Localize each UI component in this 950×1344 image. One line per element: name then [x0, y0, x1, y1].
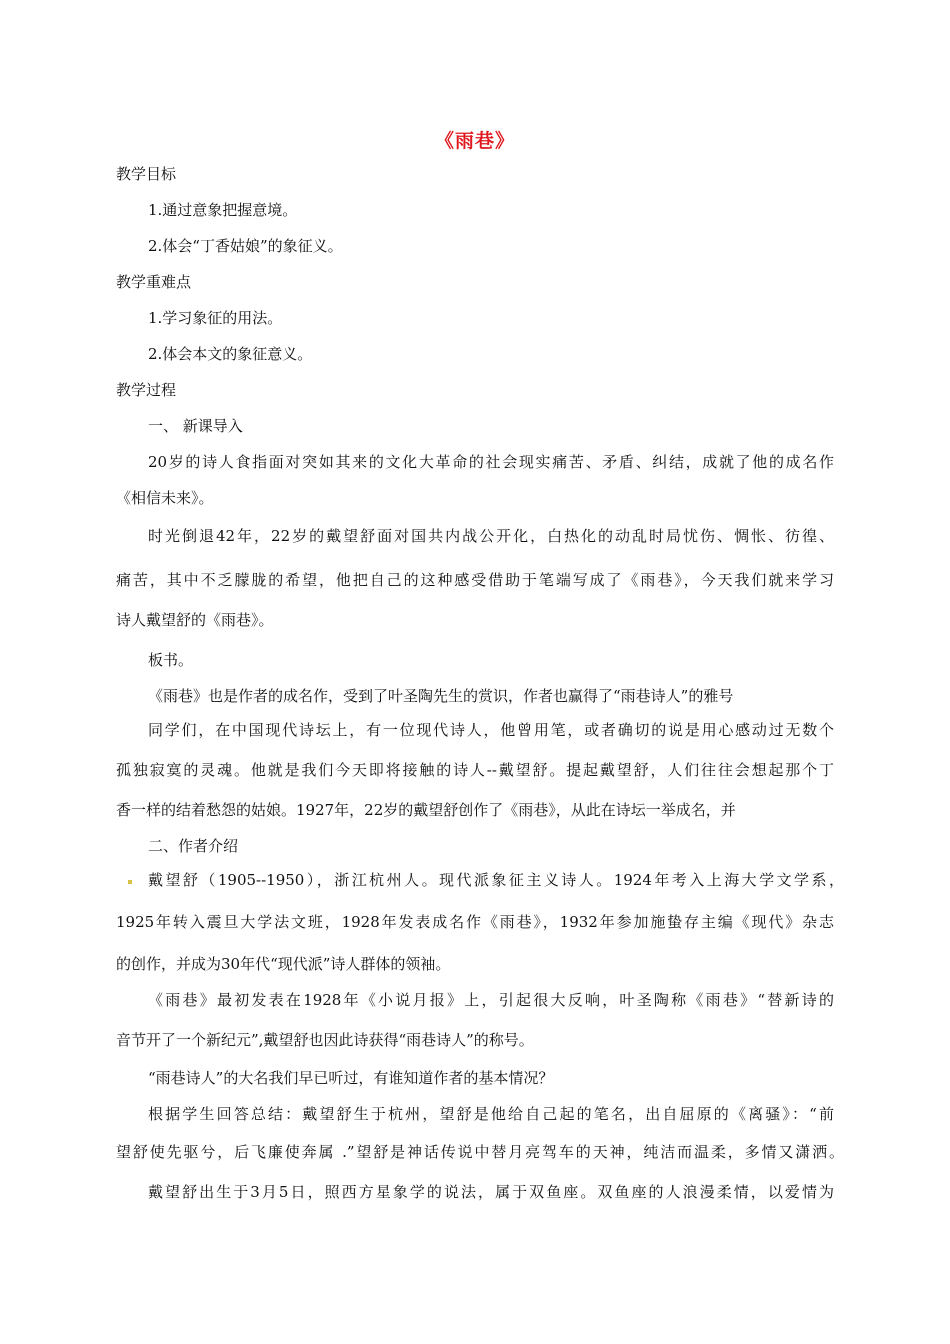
paragraph-line: 同学们，在中国现代诗坛上，有一位现代诗人，他曾用笔，或者确切的说是用心感动过无数个: [148, 721, 834, 739]
key-point-1: 1.学习象征的用法。: [148, 309, 283, 327]
paragraph-line: 《雨巷》也是作者的成名作，受到了叶圣陶先生的赏识，作者也赢得了“雨巷诗人”的雅号: [148, 687, 734, 705]
paragraph-line: 香一样的结着愁怨的姑娘。1927年，22岁的戴望舒创作了《雨巷》，从此在诗坛一举成名，并: [116, 801, 736, 819]
paragraph-line: 戴望舒出生于3月5日，照西方星象学的说法，属于双鱼座。双鱼座的人浪漫柔情，以爱情为: [148, 1183, 834, 1201]
paragraph-line: 根据学生回答总结：戴望舒生于杭州，望舒是他给自己起的笔名，出自屈原的《离骚》：“前: [148, 1105, 834, 1123]
paragraph-line: 诗人戴望舒的《雨巷》。: [116, 611, 274, 629]
paragraph-line: 音节开了一个新纪元”,戴望舒也因此诗获得“雨巷诗人”的称号。: [116, 1031, 534, 1049]
heading-teaching-goals: 教学目标: [116, 165, 177, 183]
heading-teaching-process: 教学过程: [116, 381, 177, 399]
document-title: 《雨巷》: [434, 130, 515, 152]
paragraph-line: 戴望舒（1905--1950），浙江杭州人。现代派象征主义诗人。1924年考入上海大学文学系，: [148, 871, 844, 889]
paragraph-line: 板书。: [148, 651, 194, 669]
goal-item-1: 1.通过意象把握意境。: [148, 201, 298, 219]
paragraph-line: 20岁的诗人食指面对突如其来的文化大革命的社会现实痛苦、矛盾、纠结，成就了他的成名作: [148, 453, 834, 471]
paragraph-line: 的创作，并成为30年代“现代派”诗人群体的领袖。: [116, 955, 451, 973]
key-point-2: 2.体会本文的象征意义。: [148, 345, 313, 363]
marker-dot: [128, 880, 132, 884]
paragraph-line: “雨巷诗人”的大名我们早已听过，有谁知道作者的基本情况？: [148, 1069, 554, 1087]
paragraph-line: 痛苦，其中不乏朦胧的希望，他把自己的这种感受借助于笔端写成了《雨巷》，今天我们就来学习: [116, 571, 834, 589]
paragraph-line: 1925年转入震旦大学法文班，1928年发表成名作《雨巷》，1932年参加施蛰存主编《现代》杂志: [116, 913, 834, 931]
section-heading-intro: 一、 新课导入: [148, 417, 243, 435]
paragraph-line: 孤独寂寞的灵魂。他就是我们今天即将接触的诗人--戴望舒。提起戴望舒，人们往往会想起那个丁: [116, 761, 834, 779]
section-heading-author: 二、作者介绍: [148, 837, 239, 855]
heading-key-points: 教学重难点: [116, 273, 192, 291]
paragraph-line: 《雨巷》最初发表在1928年《小说月报》上，引起很大反响，叶圣陶称《雨巷》“替新诗的: [148, 991, 834, 1009]
paragraph-line: 《相信未来》。: [116, 489, 214, 507]
paragraph-line: 时光倒退42年，22岁的戴望舒面对国共内战公开化，白热化的动乱时局忧伤、惆怅、彷徨、: [148, 527, 834, 545]
goal-item-2: 2.体会“丁香姑娘”的象征义。: [148, 237, 343, 255]
paragraph-line: 望舒使先驱兮，后飞廉使奔属 .”望舒是神话传说中替月亮驾车的天神，纯洁而温柔，多情又潇洒。: [116, 1143, 844, 1161]
